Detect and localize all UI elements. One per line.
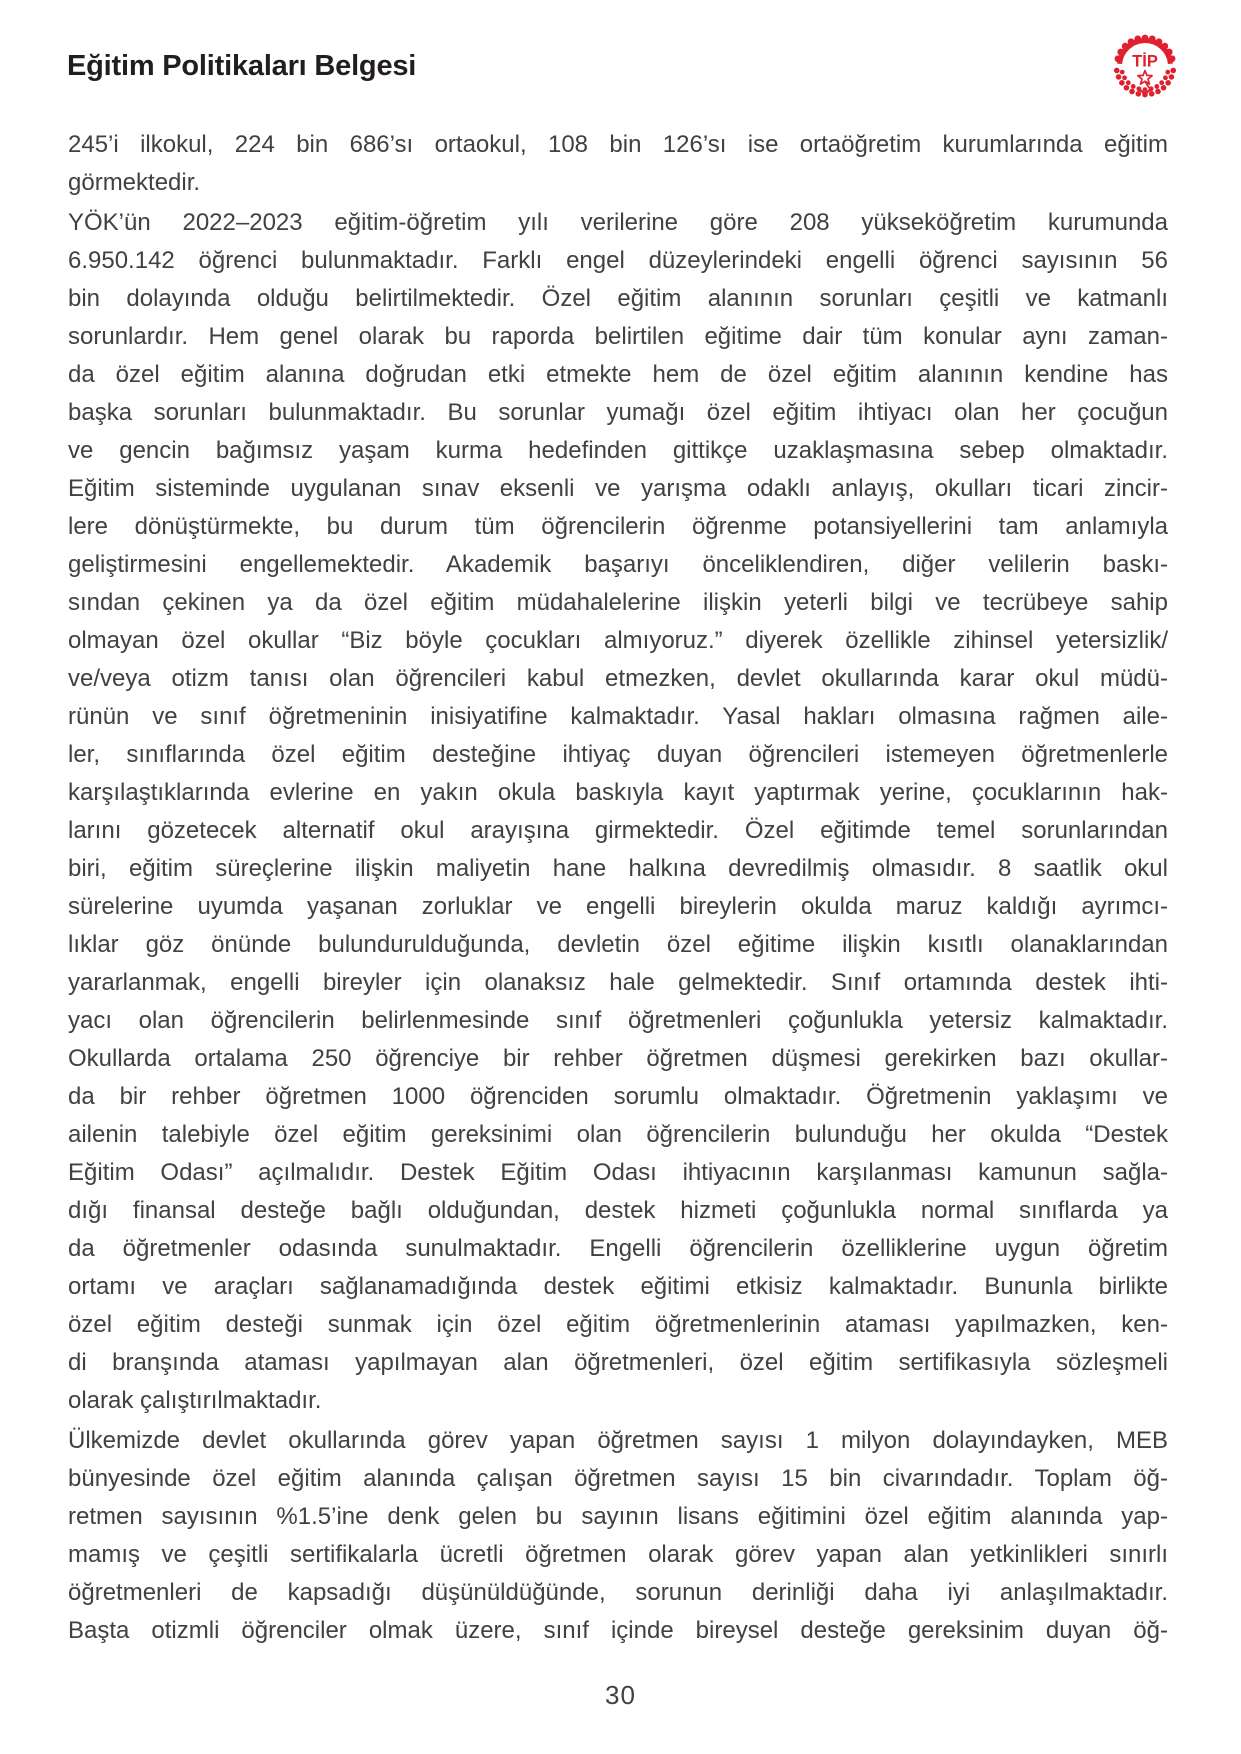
text-line: Eğitim Odası” açılmalıdır. Destek Eğitim Odası ihtiyacının karşılanması kamunun sağla- xyxy=(68,1159,1168,1186)
logo-text: TİP xyxy=(1132,52,1158,71)
text-line: sından çekinen ya da özel eğitim müdahalelerine ilişkin yeterli bilgi ve tecrübeye sahip xyxy=(68,589,1168,616)
text-line: dığı finansal desteğe bağlı olduğundan, destek hizmeti çoğunlukla normal sınıflarda ya xyxy=(68,1197,1168,1224)
paragraph xyxy=(68,204,1168,1420)
text-line: bin dolayında olduğu belirtilmektedir. Özel eğitim alanının sorunları çeşitli ve katmanlı xyxy=(68,285,1168,312)
text-line: YÖK’ün 2022–2023 eğitim-öğretim yılı verilerine göre 208 yükseköğretim kurumunda xyxy=(68,209,1168,236)
text-line: Başta otizmli öğrenciler olmak üzere, sınıf içinde bireysel desteğe gereksinim duyan öğ- xyxy=(68,1617,1168,1644)
text-line: mamış ve çeşitli sertifikalarla ücretli öğretmen olarak görev yapan alan yetkinlikleri sınırlı xyxy=(68,1541,1168,1568)
paragraph xyxy=(68,126,1168,202)
text-line: sürelerine uyumda yaşanan zorluklar ve engelli bireylerin okulda maruz kaldığı ayrımcı- xyxy=(68,893,1168,920)
logo-star-icon xyxy=(1138,71,1152,85)
text-line: geliştirmesini engellemektedir. Akademik başarıyı önceliklendiren, diğer velilerin baskı- xyxy=(68,551,1168,578)
text-line: retmen sayısının %1.5’ine denk gelen bu sayının lisans eğitimini özel eğitim alanında yap- xyxy=(68,1503,1168,1530)
text-line: da bir rehber öğretmen 1000 öğrenciden sorumlu olmaktadır. Öğretmenin yaklaşımı ve xyxy=(68,1083,1168,1110)
text-line: olarak çalıştırılmaktadır. xyxy=(68,1387,322,1414)
text-line: da özel eğitim alanına doğrudan etki etmekte hem de özel eğitim alanının kendine has xyxy=(68,361,1168,388)
text-line: ailenin talebiyle özel eğitim gereksinimi olan öğrencilerin bulunduğu her okulda “Destek xyxy=(68,1121,1168,1148)
text-line: ler, sınıflarında özel eğitim desteğine ihtiyaç duyan öğrencileri istemeyen öğretmenlerle xyxy=(68,741,1168,768)
text-line: biri, eğitim süreçlerine ilişkin maliyetin hane halkına devredilmiş olmasıdır. 8 saatlik okul xyxy=(68,855,1168,882)
tip-party-logo-icon xyxy=(1109,30,1181,104)
text-line: ve gencin bağımsız yaşam kurma hedefinden gittikçe uzaklaşmasına sebep olmaktadır. xyxy=(68,437,1168,464)
text-line: Ülkemizde devlet okullarında görev yapan öğretmen sayısı 1 milyon dolayındayken, MEB xyxy=(68,1427,1168,1454)
text-line: lıklar göz önünde bulundurulduğunda, devletin özel eğitime ilişkin kısıtlı olanaklarından xyxy=(68,931,1168,958)
text-line: özel eğitim desteği sunmak için özel eğitim öğretmenlerinin ataması yapılmazken, ken- xyxy=(68,1311,1168,1338)
text-line: olmayan özel okullar “Biz böyle çocukları almıyoruz.” diyerek özellikle zihinsel yetersizlik/ xyxy=(68,627,1168,654)
text-line: rünün ve sınıf öğretmeninin inisiyatifine kalmaktadır. Yasal hakları olmasına rağmen aile- xyxy=(68,703,1168,730)
text-line: bünyesinde özel eğitim alanında çalışan öğretmen sayısı 15 bin civarındadır. Toplam öğ- xyxy=(68,1465,1168,1492)
text-line: yacı olan öğrencilerin belirlenmesinde sınıf öğretmenleri çoğunlukla yetersiz kalmaktadır. xyxy=(68,1007,1168,1034)
text-line: di branşında ataması yapılmayan alan öğretmenleri, özel eğitim sertifikasıyla sözleşmeli xyxy=(68,1349,1168,1376)
text-line: karşılaştıklarında evlerine en yakın okula baskıyla kayıt yaptırmak yerine, çocuklarının hak- xyxy=(68,779,1168,806)
text-line: görmektedir. xyxy=(68,169,201,196)
text-line: yararlanmak, engelli bireyler için olanaksız hale gelmektedir. Sınıf ortamında destek ihti- xyxy=(68,969,1168,996)
text-line: ve/veya otizm tanısı olan öğrencileri kabul etmezken, devlet okullarında karar okul müdü- xyxy=(68,665,1168,692)
text-line: sorunlardır. Hem genel olarak bu raporda belirtilen eğitime dair tüm konular aynı zaman- xyxy=(68,323,1168,350)
text-line: da öğretmenler odasında sunulmaktadır. Engelli öğrencilerin özelliklerine uygun öğretim xyxy=(68,1235,1168,1262)
text-line: başka sorunları bulunmaktadır. Bu sorunlar yumağı özel eğitim ihtiyacı olan her çocuğun xyxy=(68,399,1168,426)
text-line: larını gözetecek alternatif okul arayışına girmektedir. Özel eğitimde temel sorunlarından xyxy=(68,817,1168,844)
text-line: öğretmenleri de kapsadığı düşünüldüğünde, sorunun derinliği daha iyi anlaşılmaktadır. xyxy=(68,1579,1168,1606)
text-line: Okullarda ortalama 250 öğrenciye bir rehber öğretmen düşmesi gerekirken bazı okullar- xyxy=(68,1045,1168,1072)
text-line: ortamı ve araçları sağlanamadığında destek eğitimi etkisiz kalmaktadır. Bununla birlikte xyxy=(68,1273,1168,1300)
text-line: Eğitim sisteminde uygulanan sınav eksenli ve yarışma odaklı anlayış, okulları ticari zincir- xyxy=(68,475,1168,502)
paragraph xyxy=(68,1422,1168,1650)
body-text xyxy=(68,126,1168,1652)
page-title: Eğitim Politikaları Belgesi xyxy=(67,50,417,82)
text-line: 245’i ilkokul, 224 bin 686’sı ortaokul, 108 bin 126’sı ise ortaöğretim kurumlarında eğitim xyxy=(68,131,1168,158)
text-line: 6.950.142 öğrenci bulunmaktadır. Farklı engel düzeylerindeki engelli öğrenci sayısının 56 xyxy=(68,247,1168,274)
text-line: lere dönüştürmekte, bu durum tüm öğrencilerin öğrenme potansiyellerini tam anlamıyla xyxy=(68,513,1168,540)
page-number: 30 xyxy=(605,1680,636,1710)
